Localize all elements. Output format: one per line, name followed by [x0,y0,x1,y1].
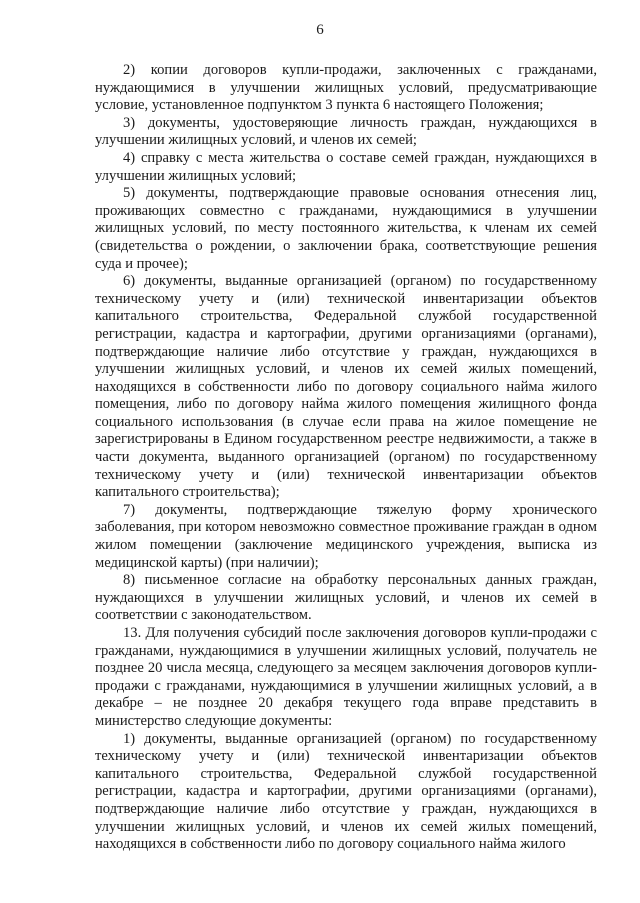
paragraph-item-4: 4) справку с места жительства о составе семей граждан, нуждающихся в улучшении жилищных условий; [95,149,597,184]
paragraph-item-2: 2) копии договоров купли-продажи, заключенных с гражданами, нуждающимися в улучшении жилищных условий, предусматривающие условие, установленное подпунктом 3 пункта 6 настоящего Положения; [95,62,597,114]
document-body [95,62,597,854]
page-number: 6 [316,22,324,38]
paragraph-clause-13-item-1: 1) документы, выданные организацией (органом) по государственному техническому учету и (или) технической инвентаризации объектов капитального строительства, Федеральной службой государственной регистрации, кадастра и картографии, другими организациями (органами), подтверждающие наличие либо отсутствие у граждан, нуждающихся в улучшении жилищных условий, и членов их семей жилых помещений, находящихся в собственности либо по договору социального найма жилого [95,730,597,853]
paragraph-item-3: 3) документы, удостоверяющие личность граждан, нуждающихся в улучшении жилищных условий, и членов их семей; [95,114,597,149]
paragraph-clause-13: 13. Для получения субсидий после заключения договоров купли-продажи с гражданами, нуждающимися в улучшении жилищных условий, получатель не позднее 20 числа месяца, следующего за месяцем заключения договоров купли-продажи с гражданами, нуждающимися в улучшении жилищных условий, а в декабре – не позднее 20 декабря текущего года вправе представить в министерство следующие документы: [95,625,597,729]
paragraph-item-5: 5) документы, подтверждающие правовые основания отнесения лиц, проживающих совместно с гражданами, нуждающимися в улучшении жилищных условий, по месту постоянного жительства, к членам их семей (свидетельства о рождении, о заключении брака, соответствующие решения суда и прочее); [95,185,597,272]
paragraph-item-8: 8) письменное согласие на обработку персональных данных граждан, нуждающихся в улучшении жилищных условий, и членов их семей в соответствии с законодательством. [95,572,597,624]
paragraph-item-7: 7) документы, подтверждающие тяжелую форму хронического заболевания, при котором невозможно совместное проживание граждан в одном жилом помещении (заключение медицинского учреждения, выписка из медицинской карты) (при наличии); [95,501,597,571]
paragraph-item-6: 6) документы, выданные организацией (органом) по государственному техническому учету и (или) технической инвентаризации объектов капитального строительства, Федеральной службой государственной регистрации, кадастра и картографии, другими организациями (органами), подтверждающие наличие либо отсутствие у граждан, нуждающихся в улучшении жилищных условий, и членов их семей жилых помещений, находящихся в собственности либо по договору социального найма жилого помещения, либо по договору найма жилого помещения жилищного фонда социального использования (в случае если права на жилое помещение не зарегистрированы в Едином государственном реестре недвижимости, а также в части документа, выданного организацией (органом) по государственному техническому учету и (или) технической инвентаризации объектов капитального строительства); [95,273,597,501]
